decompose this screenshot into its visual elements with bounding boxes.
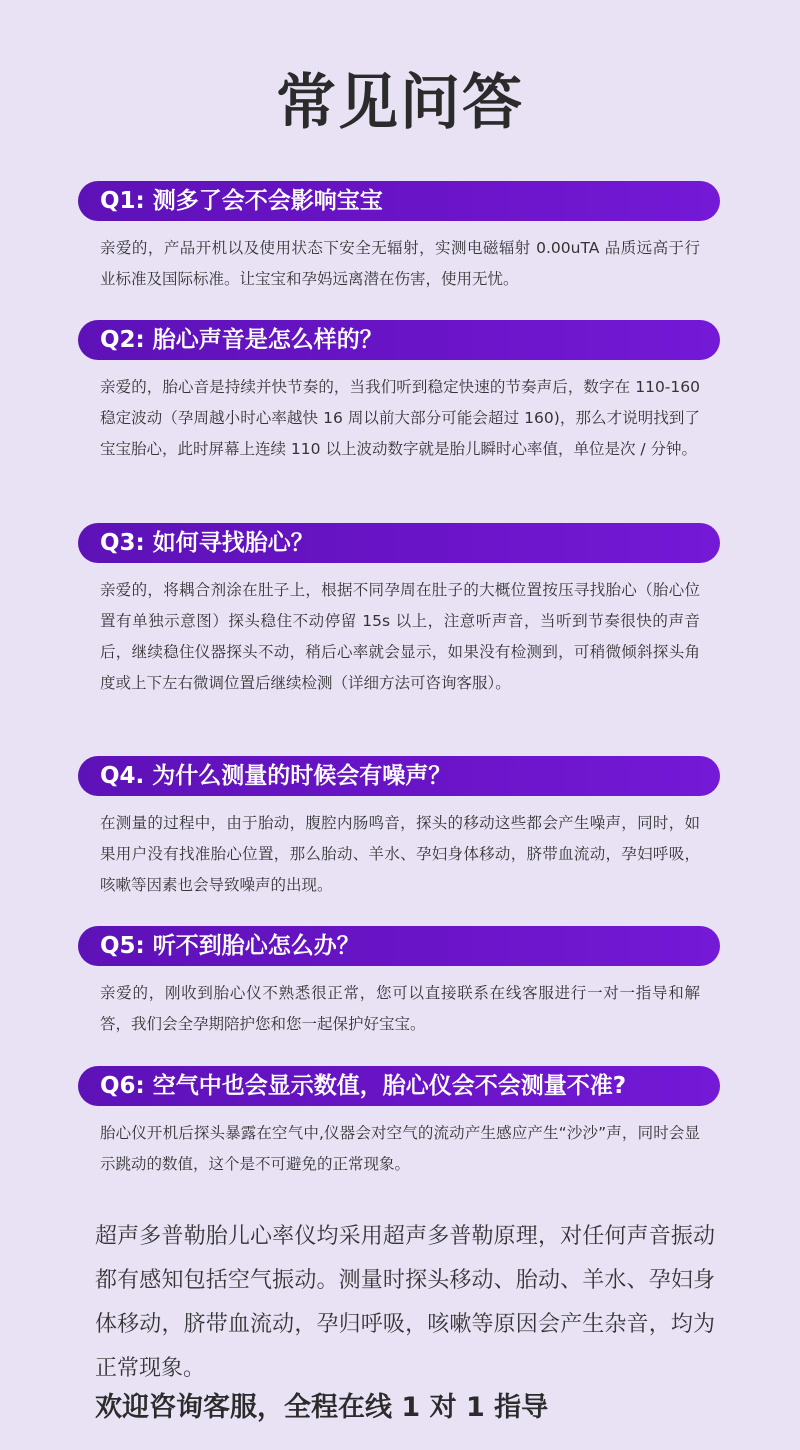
faq-question: Q5: 听不到胎心怎么办？	[78, 926, 720, 966]
faq-answer: 亲爱的，产品开机以及使用状态下安全无辐射，实测电磁辐射 0.00uTA 品质远高于行业标准及国际标准。让宝宝和孕妈远离潜在伤害，使用无忧。	[100, 239, 700, 288]
faq-item-5	[78, 926, 720, 1040]
closing-note: 超声多普勒胎儿心率仪均采用超声多普勒原理，对任何声音振动都有感知包括空气振动。测量时探头移动、胎动、羊水、孕妇身体移动，脐带血流动，孕归呼吸，咳嗽等原因会产生杂音，均为正常现象。	[95, 1224, 715, 1381]
faq-question: Q3: 如何寻找胎心？	[78, 523, 720, 563]
faq-item-1	[78, 181, 720, 295]
faq-question: Q6: 空气中也会显示数值，胎心仪会不会测量不准?	[78, 1066, 720, 1106]
consult-cta: 欢迎咨询客服，全程在线 1 对 1 指导	[95, 1392, 549, 1423]
faq-answer: 亲爱的，刚收到胎心仪不熟悉很正常，您可以直接联系在线客服进行一对一指导和解答，我们会全孕期陪护您和您一起保护好宝宝。	[100, 984, 700, 1033]
faq-answer: 亲爱的，胎心音是持续并快节奏的，当我们听到稳定快速的节奏声后，数字在 110-160 稳定波动（孕周越小时心率越快 16 周以前大部分可能会超过 160)，那么才说明找到了宝宝胎心，此时屏幕上连续 110 以上波动数字就是胎儿瞬时心率值，单位是次 / 分钟。	[100, 378, 700, 458]
page-title: 常见问答	[276, 68, 524, 138]
faq-item-4	[78, 756, 720, 901]
faq-answer: 在测量的过程中，由于胎动，腹腔内肠鸣音，探头的移动这些都会产生噪声，同时，如果用户没有找准胎心位置，那么胎动、羊水、孕妇身体移动，脐带血流动，孕妇呼吸，咳嗽等因素也会导致噪声的出现。	[100, 814, 700, 894]
faq-question: Q2: 胎心声音是怎么样的？	[78, 320, 720, 360]
faq-item-3	[78, 523, 720, 699]
faq-question: Q4. 为什么测量的时候会有噪声？	[78, 756, 720, 796]
faq-question: Q1: 测多了会不会影响宝宝	[78, 181, 720, 221]
faq-answer: 胎心仪开机后探头暴露在空气中,仪器会对空气的流动产生感应产生“沙沙”声，同时会显示跳动的数值，这个是不可避免的正常现象。	[100, 1124, 700, 1173]
faq-item-2	[78, 320, 720, 465]
faq-item-6	[78, 1066, 720, 1180]
faq-answer: 亲爱的，将耦合剂涂在肚子上，根据不同孕周在肚子的大概位置按压寻找胎心（胎心位置有单独示意图）探头稳住不动停留 15s 以上，注意听声音，当听到节奏很快的声音后，继续稳住仪器探头不动，稍后心率就会显示，如果没有检测到，可稍微倾斜探头角度或上下左右微调位置后继续检测（详细方法可咨询客服）。	[100, 581, 700, 692]
